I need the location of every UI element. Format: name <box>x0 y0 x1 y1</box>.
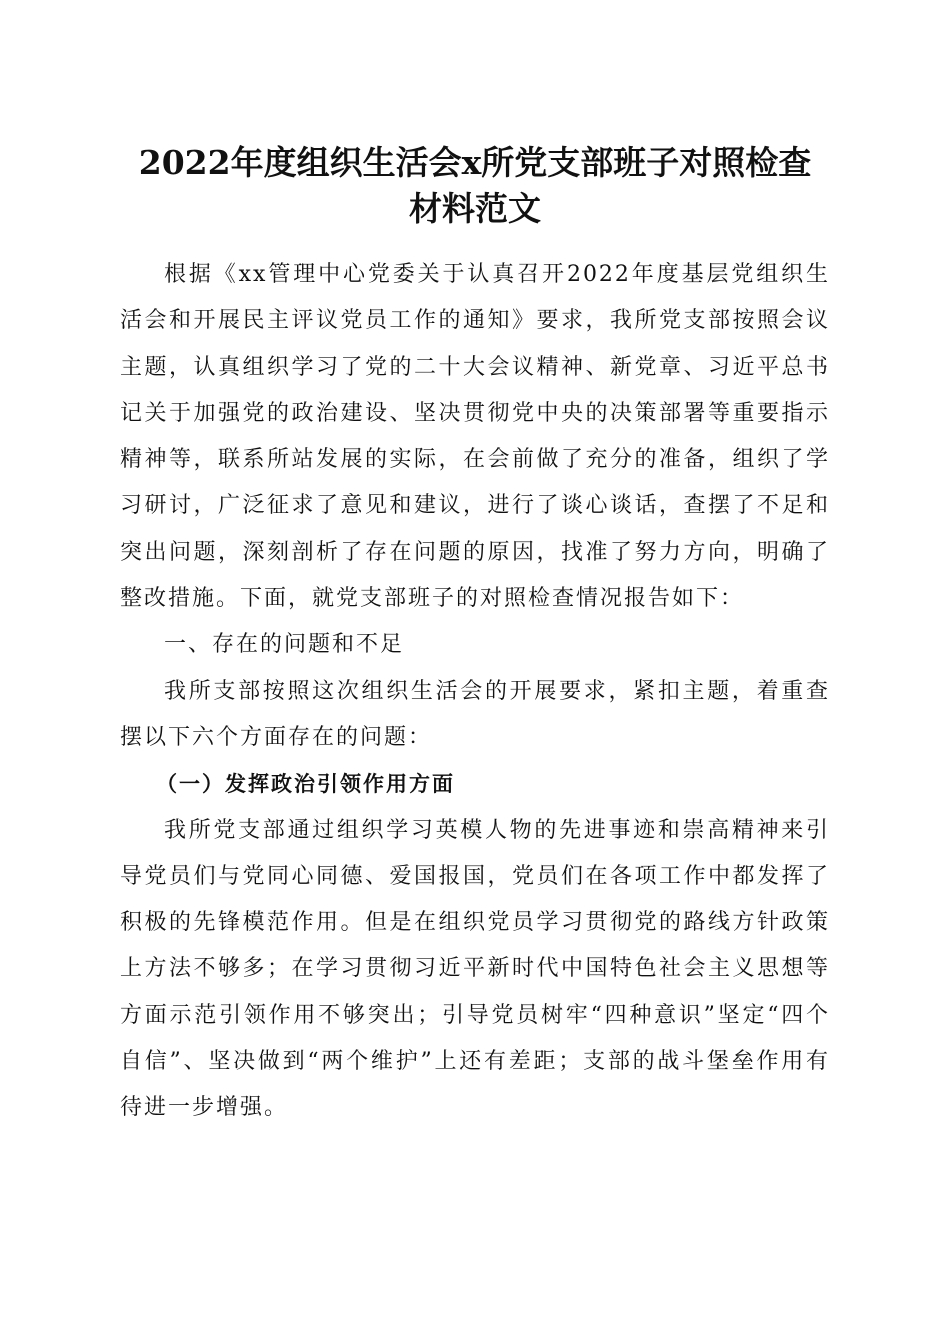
document-title-line-1: 2022年度组织生活会x所党支部班子对照检查 <box>138 143 812 182</box>
document-title-line-2: 材料范文 <box>409 189 541 228</box>
document-body <box>120 252 830 1132</box>
section-paragraph-problems: 我所支部按照这次组织生活会的开展要求，紧扣主题，着重查摆以下六个方面存在的问题： <box>120 678 830 750</box>
subsection-paragraph-political-leadership: 我所党支部通过组织学习英模人物的先进事迹和崇高精神来引导党员们与党同心同德、爱国报国，党员们在各项工作中都发挥了积极的先锋模范作用。但是在组织党员学习贯彻党的路线方针政策上方法不够多；在学习贯彻习近平新时代中国特色社会主义思想等方面示范引领作用不够突出；引导党员树牢“四种意识”坚定“四个自信”、坚决做到“两个维护”上还有差距；支部的战斗堡垒作用有待进一步增强。 <box>120 817 830 1121</box>
subsection-heading-political-leadership: （一）发挥政治引领作用方面 <box>156 771 455 797</box>
intro-paragraph: 根据《xx管理中心党委关于认真召开2022年度基层党组织生活会和开展民主评议党员工作的通知》要求，我所党支部按照会议主题，认真组织学习了党的二十大会议精神、新党章、习近平总书记关于加强党的政治建设、坚决贯彻党中央的决策部署等重要指示精神等，联系所站发展的实际，在会前做了充分的准备，组织了学习研讨，广泛征求了意见和建议，进行了谈心谈话，查摆了不足和突出问题，深刻剖析了存在问题的原因，找准了努力方向，明确了整改措施。下面，就党支部班子的对照检查情况报告如下： <box>120 262 830 612</box>
section-heading-problems: 一、存在的问题和不足 <box>164 632 405 658</box>
